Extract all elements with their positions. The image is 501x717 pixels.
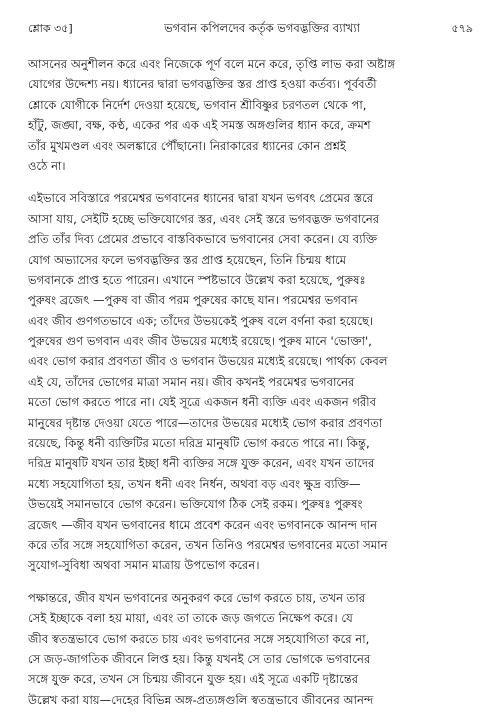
text-line: যোগের উদ্দেশ্য নয়। ধ্যানের দ্বারা ভগবদ্ভক্তির স্তর প্রাপ্ত হওয়া কর্তব্য। পূর্ববর্তী	[28, 77, 377, 92]
paragraph	[28, 588, 476, 710]
text-line: মতো ভোগ করতে পারে না। যেই সূত্রে একজন ধনী ব্যক্তি এবং একজন গরীব	[28, 395, 377, 410]
text-line: রয়েছে, কিন্তু ধনী ব্যক্তিটির মতো দরিদ্র মানুষটি ভোগ করতে পারে না। কিন্তু,	[28, 436, 370, 451]
text-line: উল্লেখ করা যায়—দেহের বিভিন্ন অঙ্গ-প্রত্যঙ্গগুলি স্বতন্ত্রভাবে জীবনের আনন্দ	[28, 692, 374, 707]
running-header	[28, 18, 473, 40]
text-line: সেই ইচ্ছাকে বলা হয় মায়া, এবং তা তাকে জড় জগতে নিক্ষেপ করে। যে	[28, 611, 353, 626]
text-line: প্রতি তাঁর দিব্য প্রেমের প্রভাবে বাস্তবিকভাবে ভগবানের সেবা করেন। যে ব্যক্তি	[28, 232, 378, 247]
page-number: ৫৭৯	[451, 21, 473, 35]
text-line: করে তাঁর সঙ্গে সহযোগিতা করেন, তখন তিনিও পরমেশ্বর ভগবানের মতো সমান	[28, 537, 388, 552]
text-line: হাঁটু, জঙ্ঘা, বক্ষ, কণ্ঠ, একের পর এক এই সমস্ত অঙ্গগুলির ধ্যান করে, ক্রমশ	[28, 118, 371, 133]
paragraph	[28, 188, 476, 575]
text-line: সে জড়-জাগতিক জীবনে লিপ্ত হয়। কিন্তু যখনই সে তার ভোগকে ভগবানের	[28, 651, 371, 666]
text-line: আসনের অনুশীলন করে এবং নিজেকে পূর্ণ বলে মনে করে, তৃপ্তি লাভ করা অষ্টাঙ্গ	[28, 57, 396, 71]
text-line: এইভাবে সবিস্তারে পরমেশ্বর ভগবানের ধ্যানের দ্বারা যখন ভগবৎ প্রেমের স্তরে	[28, 191, 374, 206]
text-line: দরিদ্র মানুষটি যখন তার ইচ্ছা ধনী ব্যক্তির সঙ্গে যুক্ত করেন, এবং যখন তাদের	[28, 456, 375, 471]
text-line: ওঠে না।	[28, 158, 66, 173]
text-line: সুযোগ-সুবিধা অথবা সমান মাত্রায় উপভোগ করেন।	[28, 558, 260, 573]
chapter-title: ভগবান কপিলদেব কর্তৃক ভগবদ্ভক্তির ব্যাখ্যা	[164, 20, 361, 35]
text-line: সঙ্গে যুক্ত করে, তখন সে চিন্ময় জীবনে যুক্ত হয়। এই সূত্রে একটি দৃষ্টান্তের	[28, 672, 359, 687]
text-line: ভগবানকে প্রাপ্ত হতে পারেন। এখানে স্পষ্টভাবে উল্লেখ করা হয়েছে, পুরুষঃ	[28, 272, 366, 287]
paragraph-gap	[28, 176, 476, 188]
text-line: ব্রজেৎ —জীব যখন ভগবানের ধামে প্রবেশ করেন এবং ভগবানকে আনন্দ দান	[28, 517, 378, 532]
text-line: এবং ভোগ করার প্রবণতা জীব ও ভগবান উভয়ের মধ্যেই রয়েছে। পার্থক্য কেবল	[28, 354, 388, 369]
text-line: যোগ অভ্যাসের ফলে ভগবদ্ভক্তির স্তর প্রাপ্ত হয়েছেন, তিনি চিন্ময় ধামে	[28, 252, 347, 267]
paragraph	[28, 54, 476, 176]
text-line: মানুষের দৃষ্টান্ত দেওয়া যেতে পারে—তাদের উভয়ের মধ্যেই ভোগ করার প্রবণতা	[28, 415, 383, 430]
text-line: এবং জীব গুণগতভাবে এক; তাঁদের উভয়কেই পুরুষ বলে বর্ণনা করা হয়েছে।	[28, 313, 374, 328]
verse-reference: শ্লোক ৩৫]	[28, 21, 73, 35]
text-line: মধ্যে সহযোগিতা হয়, তখন ধনী এবং নির্ধন, অথবা বড় এবং ক্ষুদ্র ব্যক্তি—	[28, 476, 361, 491]
text-line: আসা যায়, সেইটি হচ্ছে ভক্তিযোগের স্তর, এবং সেই স্তরে ভগবদ্ভক্ত ভগবানের	[28, 211, 380, 226]
page-body	[28, 54, 476, 710]
text-line: এই যে, তাঁদের ভোগের মাত্রা সমান নয়। জীব কখনই পরমেশ্বর ভগবানের	[28, 374, 355, 389]
text-line: উভয়েই সমানভাবে ভোগ করেন। ভক্তিযোগ ঠিক সেই রকম। পুরুষঃ পুরুষং	[28, 497, 363, 512]
text-line: পক্ষান্তরে, জীব যখন ভগবানের অনুকরণ করে ভোগ করতে চায়, তখন তার	[28, 590, 366, 605]
text-line: পুরুষং ব্রজেৎ —পুরুষ বা জীব পরম পুরুষের কাছে যান। পরমেশ্বর ভগবান	[28, 293, 358, 308]
text-line: জীব স্বতন্ত্রভাবে ভোগ করতে চায় এবং ভগবানের সঙ্গে সহযোগিতা করে না,	[28, 631, 370, 646]
paragraph-gap	[28, 576, 476, 588]
text-line: পুরুষের গুণ ভগবান এবং জীব উভয়ের মধ্যেই রয়েছে। পুরুষ মানে 'ভোক্তা',	[28, 334, 372, 349]
text-line: শ্লোকে যোগীকে নির্দেশ দেওয়া হয়েছে, ভগবান শ্রীবিষ্ণুর চরণতল থেকে পা,	[28, 97, 367, 112]
text-line: তাঁর মুখমণ্ডল এবং অলঙ্কারে পৌঁছানো। নিরাকারের ধ্যানের কোন প্রশ্নই	[28, 138, 346, 153]
